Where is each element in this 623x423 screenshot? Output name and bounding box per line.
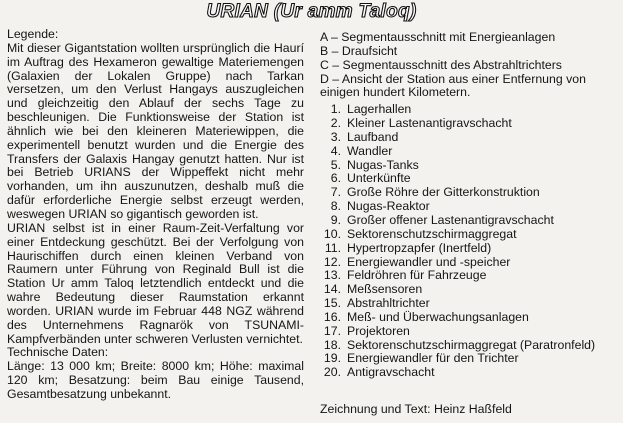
list-item-number: 8. [330, 199, 341, 214]
list-item-label: Energiewandler für den Trichter [347, 351, 519, 366]
list-item [320, 311, 620, 325]
list-item-number: 9. [330, 212, 341, 227]
list-item-label: Nugas-Reaktor [347, 199, 430, 214]
list-item [320, 352, 620, 366]
list-item [320, 366, 620, 380]
section-key-d: D – Ansicht der Station aus einer Entfernung von einigen hundert Kilometern. [320, 71, 586, 100]
list-item [320, 283, 620, 297]
list-item-label: Antigravschacht [347, 365, 435, 380]
list-item-number: 6. [330, 171, 341, 186]
legend-text [7, 28, 304, 402]
list-item [320, 145, 620, 159]
list-item-label: Meß- und Überwachungsanlagen [347, 309, 529, 324]
list-item [320, 186, 620, 200]
list-item-number: 12. [323, 254, 341, 269]
list-item-number: 16. [323, 309, 341, 324]
list-item-label: Feldröhren für Fahrzeuge [347, 268, 487, 283]
list-item-label: Energiewandler und -speicher [347, 254, 511, 269]
list-item [320, 269, 620, 283]
list-item-label: Sektorenschutzschirmaggregat (Paratronfeld) [347, 337, 596, 352]
list-item [320, 117, 620, 131]
list-item-number: 20. [323, 365, 341, 380]
list-item [320, 242, 620, 256]
list-item [320, 339, 620, 353]
key-list [320, 31, 620, 380]
list-item-number: 7. [330, 185, 341, 200]
list-item-number: 4. [330, 143, 341, 158]
section-key-a: A – Segmentausschnitt mit Energieanlagen [320, 30, 556, 44]
list-item [320, 200, 620, 214]
list-item-label: Abstrahltrichter [347, 296, 430, 311]
list-item-number: 15. [323, 296, 341, 311]
list-item [320, 103, 620, 117]
list-item [320, 159, 620, 173]
tech-data-heading: Technische Daten: [7, 345, 109, 360]
list-item-label: Lagerhallen [347, 102, 412, 117]
list-item-number: 2. [330, 116, 341, 131]
list-item-label: Meßsensoren [347, 282, 423, 297]
list-item-label: Hypertropzapfer (Inertfeld) [347, 240, 492, 255]
list-item-label: Große Röhre der Gitterkonstruktion [347, 185, 540, 200]
list-item [320, 325, 620, 339]
legend-heading: Legende: [7, 27, 59, 41]
list-item [320, 214, 620, 228]
list-item-number: 3. [330, 129, 341, 144]
list-item-label: Unterkünfte [347, 171, 411, 186]
numbered-item-list [320, 103, 620, 380]
list-item-label: Laufband [347, 129, 399, 144]
list-item-number: 14. [323, 282, 341, 297]
list-item-number: 18. [323, 337, 341, 352]
page-title: URIAN (Ur amm Taloq) [206, 1, 417, 22]
list-item-number: 19. [323, 351, 341, 366]
list-item-label: Wandler [347, 143, 393, 158]
credit-line: Zeichnung und Text: Heinz Haßfeld [320, 402, 512, 416]
list-item-label: Großer offener Lastenantigravschacht [347, 212, 554, 227]
list-item-number: 1. [330, 102, 341, 117]
list-item-label: Kleiner Lastenantigravschacht [347, 116, 512, 131]
list-item [320, 172, 620, 186]
legend-paragraph-1: Mit dieser Gigantstation wollten ursprünglich die Haurí im Auftrag des Hexameron gewaltige Materiemengen (Galaxien der Lokalen Gruppe) nach Tarkan versetzen, um den Verlust Hangays auszugleichen und gleichzeitig den Ablauf der sechs Tage zu beschleunigen. Die Funktionsweise der Station ist ähnlich wie bei den kleineren Materiewippen, die experimentell benutzt wurden und die Energie des Transfers der Galaxis Hangay genutzt hatten. Nur ist bei Betrieb URIANS der Wippeffekt nicht mehr vorhanden, um ihn auszunutzen, deshalb muß die dafür erforderliche Energie selbst erzeugt werden, weswegen URIAN so gigantisch geworden ist. [7, 40, 304, 221]
legend-paragraph-2: URIAN selbst ist in einer Raum-Zeit-Verfaltung vor einer Entdeckung geschützt. Bei der Verfolgung von Haurischiffen durch einen kleinen Verband von Raumern unter Führung von Reginald Bull ist die Station Ur amm Taloq letztendlich entdeckt und die wahre Bedeutung dieser Raumstation erkannt worden. URIAN wurde im Februar 448 NGZ während des Unternehmens Ragnarök von TSUNAMI-Kampfverbänden unter schweren Verlusten vernichtet. [7, 220, 304, 346]
list-item-number: 11. [324, 240, 341, 255]
list-item-label: Sektorenschutzschirmaggregat [347, 226, 517, 241]
list-item-number: 17. [323, 323, 341, 338]
tech-data-text: Länge: 13 000 km; Breite: 8000 km; Höhe: maximal 120 km; Besatzung: beim Bau einige Tausend, Gesamtbesatzung unbekannt. [7, 359, 304, 401]
list-item-number: 5. [330, 157, 341, 172]
list-item-number: 13. [323, 268, 341, 283]
list-item [320, 297, 620, 311]
section-key-b: B – Draufsicht [320, 43, 398, 58]
list-item [320, 256, 620, 270]
list-item [320, 228, 620, 242]
list-item [320, 131, 620, 145]
list-item-label: Projektoren [347, 323, 410, 338]
list-item-label: Nugas-Tanks [347, 157, 419, 172]
list-item-number: 10. [323, 226, 341, 241]
section-key-c: C – Segmentausschnitt des Abstrahltrichters [320, 57, 562, 72]
